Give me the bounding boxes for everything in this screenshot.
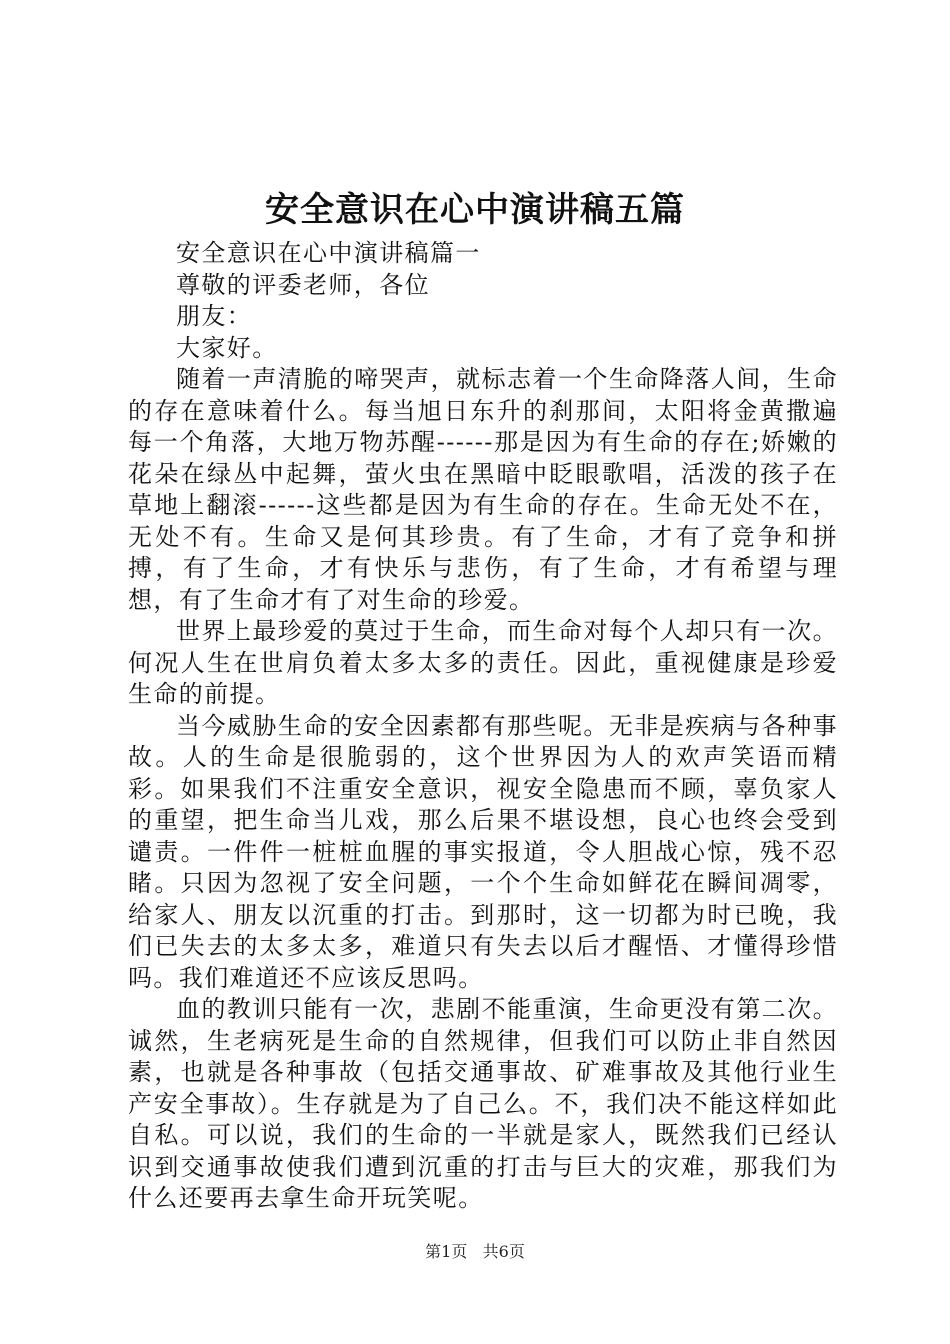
page-footer <box>0 1240 950 1264</box>
paragraph: 血的教训只能有一次，悲剧不能重演，生命更没有第二次。诚然，生老病死是生命的自然规律，但我们可以防止非自然因素，也就是各种事故（包括交通事故、矿难事故及其他行业生产安全事故）。生存就是为了自己么。不，我们决不能这样如此自私。可以说，我们的生命的一半就是家人，既然我们已经认识到交通事故使我们遭到沉重的打击与巨大的灾难，那我们为什么还要再去拿生命开玩笑呢。 <box>128 995 838 1212</box>
paragraph: 世界上最珍爱的莫过于生命，而生命对每个人却只有一次。何况人生在世肩负着太多太多的责任。因此，重视健康是珍爱生命的前提。 <box>128 617 838 708</box>
paragraph-greeting: 大家好。 <box>176 333 278 362</box>
paragraph-subtitle: 安全意识在心中演讲稿篇一 <box>176 239 481 267</box>
paragraph: 随着一声清脆的啼哭声，就标志着一个生命降落人间，生命的存在意味着什么。每当旭日东升的刹那间，太阳将金黄撒遍每一个角落，大地万物苏醒------那是因为有生命的存在;娇嫩的花朵在绿丛中起舞，萤火虫在黑暗中眨眼歌唱，活泼的孩子在草地上翻滚------这些都是因为有生命的存在。生命无处不在，无处不有。生命又是何其珍贵。有了生命，才有了竞争和拼搏，有了生命，才有快乐与悲伤，有了生命，才有希望与理想，有了生命才有了对生命的珍爱。 <box>128 365 838 614</box>
paragraph-salutation-cont: 朋友： <box>176 302 253 330</box>
document-body <box>128 238 838 1215</box>
paragraph-salutation: 尊敬的评委老师，各位 <box>176 270 430 299</box>
paragraph: 当今威胁生命的安全因素都有那些呢。无非是疾病与各种事故。人的生命是很脆弱的，这个世界因为人的欢声笑语而精彩。如果我们不注重安全意识，视安全隐患而不顾，辜负家人的重望，把生命当儿戏，那么后果不堪设想，良心也终会受到谴责。一件件一桩桩血腥的事实报道，令人胆战心惊，残不忍睹。只因为忽视了安全问题，一个个生命如鲜花在瞬间凋零，给家人、朋友以沉重的打击。到那时，这一切都为时已晚，我们已失去的太多太多，难道只有失去以后才醒悟、才懂得珍惜吗。我们难道还不应该反思吗。 <box>128 711 838 992</box>
page-total: 共6页 <box>482 1242 525 1261</box>
page-number: 第1页 <box>425 1242 468 1261</box>
document-title: 安全意识在心中演讲稿五篇 <box>265 190 685 230</box>
